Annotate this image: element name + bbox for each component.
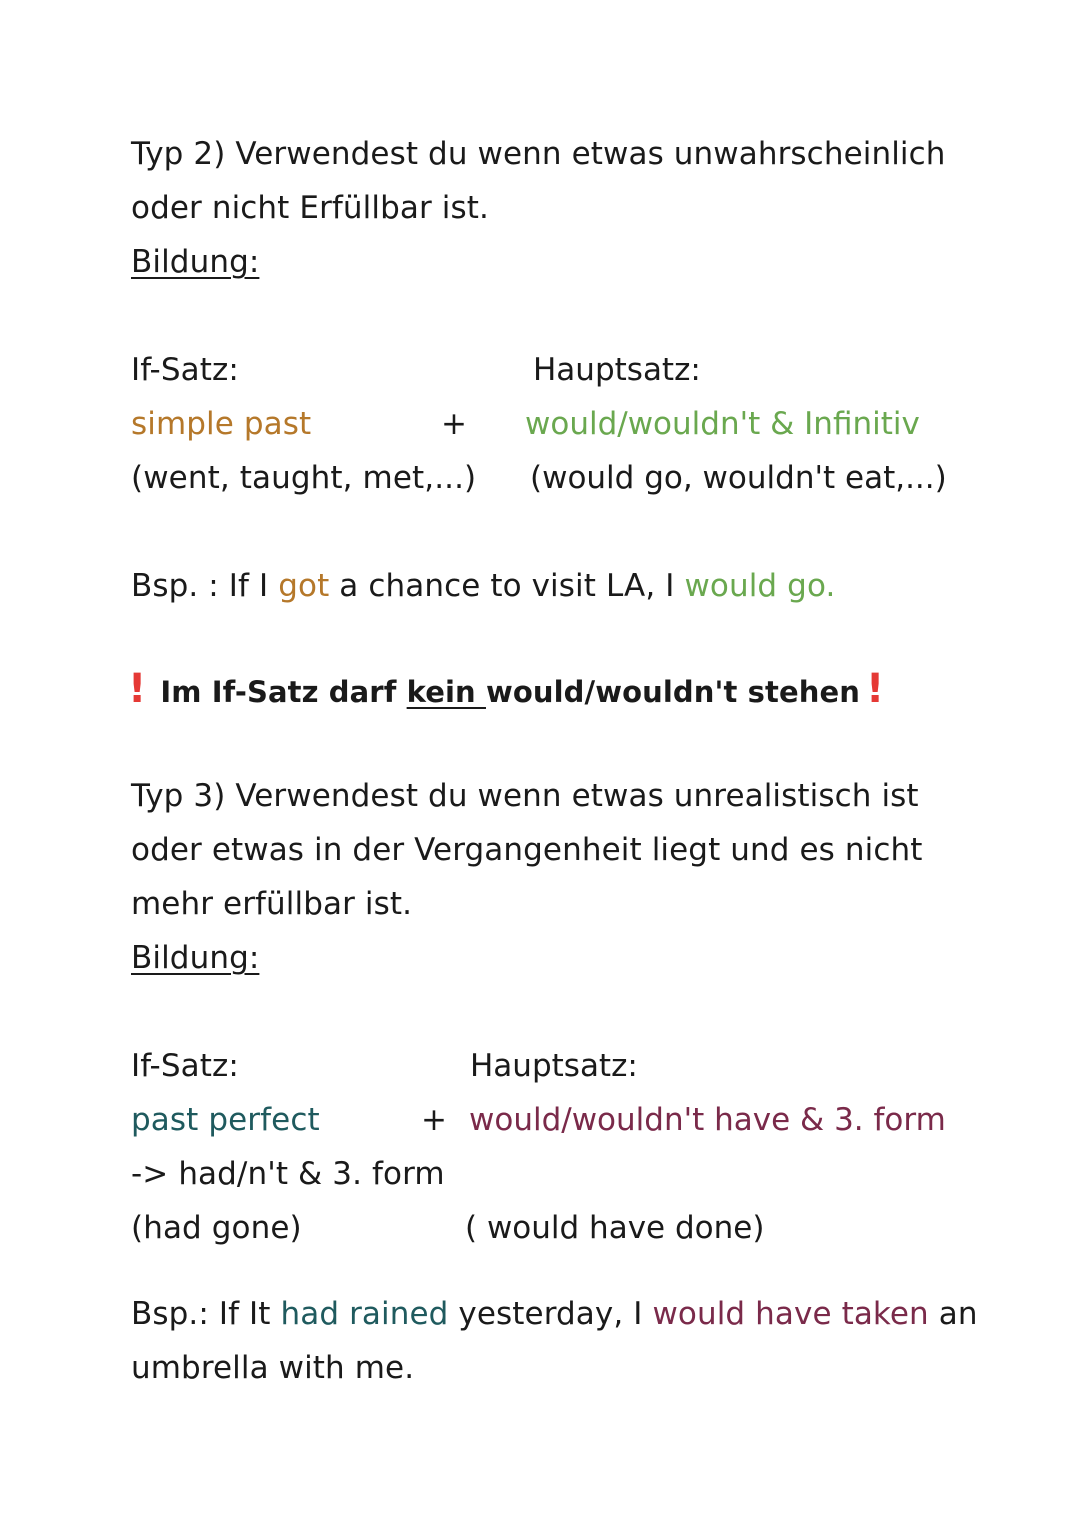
- typ2-intro-line1: Typ 2) Verwendest du wenn etwas unwahrscheinlich: [131, 136, 946, 172]
- typ2-plus: +: [441, 406, 467, 442]
- typ3-haupt-form: would/wouldn't have & 3. form: [469, 1102, 946, 1138]
- typ3-example-suffix: an: [928, 1296, 978, 1332]
- exclamation-icon: !: [128, 666, 147, 712]
- typ3-example-middle: yesterday, I: [448, 1296, 653, 1332]
- typ2-intro-line2: oder nicht Erfüllbar ist.: [131, 190, 489, 226]
- typ3-if-form: past perfect: [131, 1102, 320, 1138]
- typ2-if-header: If-Satz:: [131, 352, 239, 388]
- typ2-if-form: simple past: [131, 406, 312, 442]
- typ3-if-form-detail: -> had/n't & 3. form: [131, 1156, 445, 1192]
- warning-note: [128, 666, 884, 715]
- typ3-haupt-header: Hauptsatz:: [470, 1048, 638, 1084]
- typ2-bildung-heading: Bildung:: [131, 244, 260, 280]
- typ3-intro-line1: Typ 3) Verwendest du wenn etwas unrealistisch ist: [131, 778, 919, 814]
- typ3-intro-line3: mehr erfüllbar ist.: [131, 886, 413, 922]
- typ3-example-prefix: Bsp.: If It: [131, 1296, 281, 1332]
- typ3-example-if-part: had rained: [280, 1296, 449, 1332]
- typ3-haupt-example: ( would have done): [465, 1210, 765, 1246]
- typ2-haupt-header: Hauptsatz:: [533, 352, 701, 388]
- typ2-example-main-part: would go.: [684, 568, 836, 604]
- warning-text-before: Im If-Satz darf: [160, 675, 407, 709]
- typ3-bildung-heading: Bildung:: [131, 940, 260, 976]
- typ2-haupt-form: would/wouldn't & Infinitiv: [525, 406, 920, 442]
- typ2-example-prefix: Bsp. : If I: [131, 568, 279, 604]
- typ3-intro-line2: oder etwas in der Vergangenheit liegt und es nicht: [131, 832, 923, 868]
- typ3-example-main-part: would have taken: [652, 1296, 929, 1332]
- typ3-plus: +: [421, 1102, 447, 1138]
- exclamation-icon: !: [866, 666, 885, 712]
- typ2-example-if-part: got: [278, 568, 330, 604]
- warning-text-underlined: kein: [406, 675, 486, 709]
- typ2-example-sentence: [131, 566, 835, 606]
- typ2-haupt-examples: (would go, wouldn't eat,...): [530, 460, 947, 496]
- typ3-example-sentence-line2: umbrella with me.: [131, 1350, 415, 1386]
- warning-text-after: would/wouldn't stehen: [485, 675, 861, 709]
- typ3-example-sentence-line1: [131, 1294, 978, 1334]
- typ2-example-middle: a chance to visit LA, I: [329, 568, 685, 604]
- typ3-if-header: If-Satz:: [131, 1048, 239, 1084]
- typ3-if-example: (had gone): [131, 1210, 302, 1246]
- typ2-if-examples: (went, taught, met,...): [131, 460, 477, 496]
